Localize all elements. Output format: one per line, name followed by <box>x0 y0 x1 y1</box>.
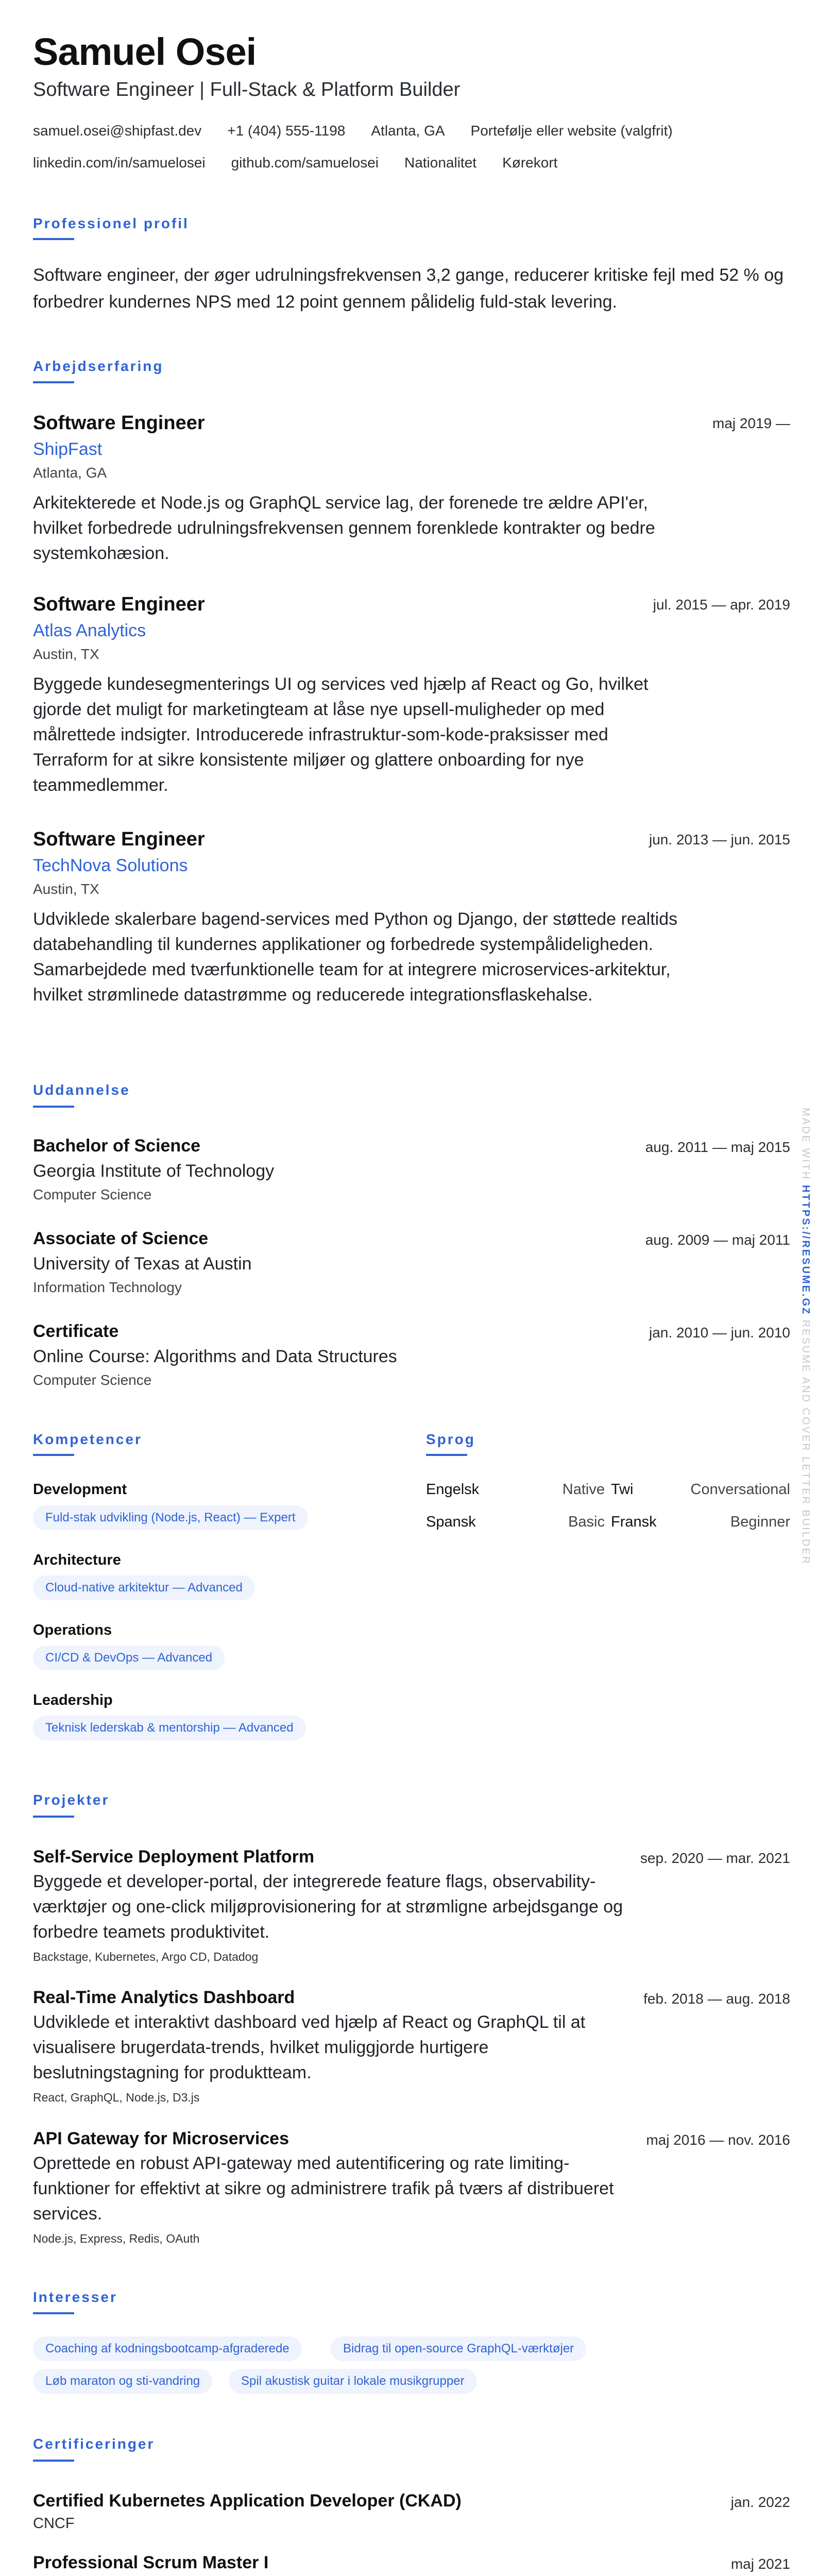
contact-row-2 <box>33 155 583 171</box>
project-title: Self-Service Deployment Platform <box>33 1847 315 1867</box>
project-tech: React, GraphQL, Node.js, D3.js <box>33 2091 200 2104</box>
projects-divider <box>33 1816 74 1818</box>
contact-location: Atlanta, GA <box>371 123 445 139</box>
certification-item <box>33 2553 790 2576</box>
interest-pill: Løb maraton og sti-vandring <box>33 2369 212 2394</box>
language-name: Fransk <box>611 1514 657 1530</box>
job-title: Software Engineer <box>33 412 205 434</box>
skill-pill: Fuld-stak udvikling (Node.js, React) — Expert <box>33 1505 308 1530</box>
profile-section-title: Professionel profil <box>33 215 189 231</box>
education-field: Computer Science <box>33 1372 152 1388</box>
education-date: jan. 2010 — jun. 2010 <box>649 1325 790 1341</box>
contact-nationality: Nationalitet <box>404 155 477 171</box>
contact-portfolio[interactable]: Portefølje eller website (valgfrit) <box>470 123 673 139</box>
job-company: TechNova Solutions <box>33 856 188 875</box>
experience-item <box>33 594 790 798</box>
skill-category: Development <box>33 1481 127 1498</box>
job-location: Austin, TX <box>33 881 99 897</box>
candidate-headline: Software Engineer | Full-Stack & Platform Builder <box>33 79 461 100</box>
project-date: sep. 2020 — mar. 2021 <box>640 1850 790 1866</box>
experience-divider <box>33 381 74 383</box>
contact-row-1 <box>33 123 698 139</box>
project-item <box>33 2129 790 2246</box>
certifications-divider <box>33 2460 74 2462</box>
profile-divider <box>33 238 74 240</box>
skill-pill: Teknisk lederskab & mentorship — Advanced <box>33 1716 306 1740</box>
interests-section-title: Interesser <box>33 2289 117 2305</box>
job-location: Atlanta, GA <box>33 465 107 481</box>
job-description: Byggede kundesegmenterings UI og services ved hjælp af React og Go, hvilket gjorde det muligt for marketingteam at låse nye upsell-muligheder op med målrettede indsigter. Introducerede infrastruktur-som-kode-praksisser med Terraform for at sikre konsistente miljøer og glattere onboarding for nye teammedlemmer. <box>33 674 649 795</box>
made-with-watermark <box>796 1108 811 1566</box>
education-item <box>33 1136 790 1203</box>
experience-section-title: Arbejdserfaring <box>33 358 164 374</box>
language-level: Beginner <box>730 1514 790 1530</box>
projects-section-title: Projekter <box>33 1792 110 1808</box>
education-date: aug. 2011 — maj 2015 <box>645 1139 790 1155</box>
watermark-link[interactable]: HTTPS://RESUME.GZ <box>800 1185 811 1316</box>
certification-name: Certified Kubernetes Application Developer (CKAD) <box>33 2491 462 2511</box>
certification-issuer: CNCF <box>33 2515 75 2532</box>
certification-date: jan. 2022 <box>730 2494 790 2510</box>
language-level: Native <box>562 1481 605 1498</box>
job-date: jun. 2013 — jun. 2015 <box>649 832 790 848</box>
project-date: feb. 2018 — aug. 2018 <box>643 1991 790 2007</box>
job-company: ShipFast <box>33 439 103 459</box>
project-tech: Node.js, Express, Redis, OAuth <box>33 2232 200 2245</box>
education-school: University of Texas at Austin <box>33 1254 252 1274</box>
project-description: Udviklede et interaktivt dashboard ved hjælp af React og GraphQL til at visualisere brugerdata-trends, hvilket muliggjorde hurtigere beslutningstagning for produktteam. <box>33 2012 586 2082</box>
watermark-suffix: RESUME AND COVER LETTER BUILDER <box>800 1315 811 1566</box>
certification-item <box>33 2491 790 2532</box>
language-name: Spansk <box>426 1514 476 1530</box>
education-field: Information Technology <box>33 1279 182 1295</box>
project-tech: Backstage, Kubernetes, Argo CD, Datadog <box>33 1950 259 1963</box>
language-name: Engelsk <box>426 1481 480 1498</box>
experience-item <box>33 828 790 1008</box>
project-title: API Gateway for Microservices <box>33 2129 289 2148</box>
job-date: jul. 2015 — apr. 2019 <box>653 597 790 613</box>
job-title: Software Engineer <box>33 828 205 850</box>
contact-email[interactable]: samuel.osei@shipfast.dev <box>33 123 202 139</box>
project-title: Real-Time Analytics Dashboard <box>33 1988 295 2007</box>
education-degree: Bachelor of Science <box>33 1136 201 1156</box>
education-divider <box>33 1106 74 1108</box>
candidate-name: Samuel Osei <box>33 30 257 73</box>
job-description: Udviklede skalerbare bagend-services med Python og Django, der støttede realtids databehandling til kundernes applikationer og forbedrede systempålideligheden. Samarbejdede med tværfunktionelle team for at integrere microservices-arkitektur, hvilket strømlinede datastrømme og reducerede integrationsflaskehalse. <box>33 909 678 1005</box>
interest-pill: Bidrag til open-source GraphQL-værktøjer <box>331 2336 586 2361</box>
skill-category: Operations <box>33 1622 112 1638</box>
project-date: maj 2016 — nov. 2016 <box>646 2132 790 2148</box>
contact-phone[interactable]: +1 (404) 555-1198 <box>227 123 346 139</box>
skill-category: Leadership <box>33 1692 113 1708</box>
project-item <box>33 1988 790 2105</box>
education-degree: Associate of Science <box>33 1229 209 1248</box>
job-company: Atlas Analytics <box>33 621 146 640</box>
contact-linkedin[interactable]: linkedin.com/in/samuelosei <box>33 155 206 171</box>
job-title: Software Engineer <box>33 594 205 615</box>
watermark-prefix: MADE WITH <box>800 1108 811 1185</box>
education-date: aug. 2009 — maj 2011 <box>645 1232 790 1248</box>
education-field: Computer Science <box>33 1187 152 1202</box>
language-level: Conversational <box>690 1481 790 1498</box>
project-description: Byggede et developer-portal, der integrerede feature flags, observability-værktøjer og one-click miljøprovisionering for at strømligne arbejdsgange og forbedre teamets produktivitet. <box>33 1872 623 1942</box>
certifications-section-title: Certificeringer <box>33 2436 155 2452</box>
education-school: Online Course: Algorithms and Data Structures <box>33 1347 397 1366</box>
certification-name: Professional Scrum Master I <box>33 2553 269 2572</box>
contact-license: Kørekort <box>502 155 558 171</box>
interest-pill: Coaching af kodningsbootcamp-afgraderede <box>33 2336 302 2361</box>
language-name: Twi <box>611 1481 634 1498</box>
skill-category: Architecture <box>33 1552 121 1568</box>
education-item <box>33 1321 790 1388</box>
interest-pill: Spil akustisk guitar i lokale musikgrupper <box>229 2369 477 2394</box>
interests-divider <box>33 2312 74 2314</box>
skills-divider <box>33 1454 74 1456</box>
education-degree: Certificate <box>33 1321 119 1341</box>
job-date: maj 2019 — <box>712 415 790 431</box>
education-school: Georgia Institute of Technology <box>33 1161 275 1181</box>
contact-github[interactable]: github.com/samuelosei <box>231 155 379 171</box>
certification-date: maj 2021 <box>730 2556 790 2572</box>
project-item <box>33 1847 790 1964</box>
profile-summary: Software engineer, der øger udrulningsfrekvensen 3,2 gange, reducerer kritiske fejl med 52 % og forbedrer kundernes NPS med 12 point gennem pålidelig fuld-stak levering. <box>33 265 784 312</box>
job-description: Arkitekterede et Node.js og GraphQL service lag, der forenede tre ældre API'er, hvilket forbedrede udrulningsfrekvensen gennem forenklede kontrakter og bedre systemkohæsion. <box>33 493 655 563</box>
skill-pill: CI/CD & DevOps — Advanced <box>33 1646 225 1670</box>
language-level: Basic <box>568 1514 605 1530</box>
skills-section-title: Kompetencer <box>33 1431 142 1447</box>
experience-item <box>33 412 790 566</box>
languages-section-title: Sprog <box>426 1431 475 1447</box>
project-description: Oprettede en robust API-gateway med autentificering og rate limiting-funktioner for effektivt at sikre og administrere trafik på tværs af distribueret services. <box>33 2154 614 2224</box>
education-section-title: Uddannelse <box>33 1082 130 1098</box>
languages-divider <box>426 1454 467 1456</box>
education-item <box>33 1229 790 1296</box>
skill-pill: Cloud-native arkitektur — Advanced <box>33 1575 255 1600</box>
job-location: Austin, TX <box>33 646 99 662</box>
